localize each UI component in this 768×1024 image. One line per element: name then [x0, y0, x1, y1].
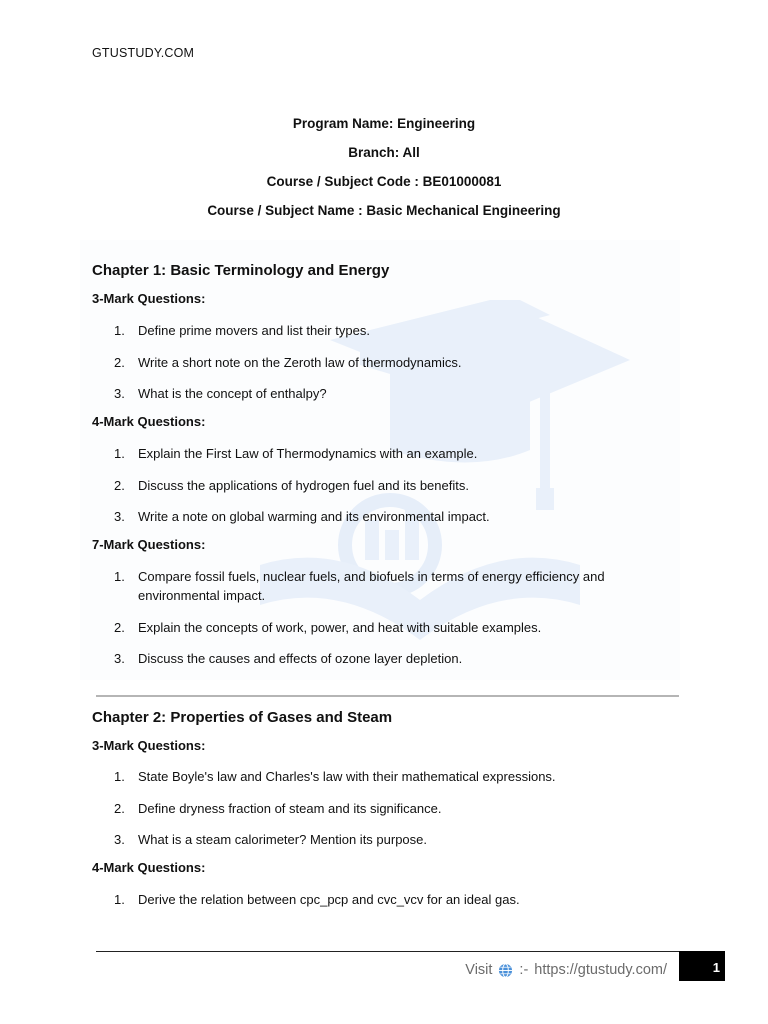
visit-label: Visit: [465, 962, 493, 978]
item-number: 2.: [114, 478, 125, 493]
chapter-title: Chapter 1: Basic Terminology and Energy: [92, 262, 390, 279]
footer-rule: [96, 951, 679, 952]
section-divider: [96, 695, 679, 697]
item-number: 1.: [114, 892, 125, 907]
question-text: Write a note on global warming and its environmental impact.: [138, 509, 490, 524]
section-heading: 4-Mark Questions:: [92, 414, 206, 429]
item-number: 2.: [114, 355, 125, 370]
course-meta: [0, 115, 768, 231]
separator: :-: [519, 962, 529, 978]
section-heading: 4-Mark Questions:: [92, 860, 206, 875]
question-text: Explain the First Law of Thermodynamics with an example.: [138, 446, 478, 461]
section-heading: 3-Mark Questions:: [92, 738, 206, 753]
item-number: 2.: [114, 620, 125, 635]
question-text: Define prime movers and list their types.: [138, 323, 370, 338]
branch: Branch: All: [348, 145, 420, 160]
site-header: GTUSTUDY.COM: [92, 46, 195, 60]
program-name: Program Name: Engineering: [292, 116, 476, 131]
chapter-title: Chapter 2: Properties of Gases and Steam: [92, 709, 393, 726]
subject-code: Course / Subject Code : BE01000081: [266, 174, 502, 189]
page-number: 1: [679, 951, 725, 981]
item-number: 3.: [114, 832, 125, 847]
question-text: Define dryness fraction of steam and its significance.: [138, 801, 442, 816]
item-number: 3.: [114, 651, 125, 666]
section-heading: 7-Mark Questions:: [92, 537, 206, 552]
question-text: Discuss the causes and effects of ozone layer depletion.: [138, 651, 463, 666]
item-number: 2.: [114, 801, 125, 816]
question-text: What is a steam calorimeter? Mention its purpose.: [138, 832, 428, 847]
globe-icon: [498, 963, 513, 978]
item-number: 3.: [114, 509, 125, 524]
subject-name: Course / Subject Name : Basic Mechanical Engineering: [207, 203, 561, 218]
question-text: What is the concept of enthalpy?: [138, 386, 327, 401]
question-text: Derive the relation between cpc_pcp and cvc_vcv for an ideal gas.: [138, 892, 520, 907]
section-heading: 3-Mark Questions:: [92, 291, 206, 306]
question-text: Write a short note on the Zeroth law of thermodynamics.: [138, 355, 462, 370]
site-url[interactable]: https://gtustudy.com/: [534, 962, 667, 978]
item-number: 1.: [114, 446, 125, 461]
footer-visit-link[interactable]: [465, 962, 667, 978]
item-number: 1.: [114, 323, 125, 338]
question-text: Explain the concepts of work, power, and heat with suitable examples.: [138, 620, 542, 635]
question-text: Compare fossil fuels, nuclear fuels, and biofuels in terms of energy efficiency and environmental impact.: [138, 569, 605, 603]
question-text: State Boyle's law and Charles's law with their mathematical expressions.: [138, 769, 556, 784]
item-number: 3.: [114, 386, 125, 401]
item-number: 1.: [114, 769, 125, 784]
question-text: Discuss the applications of hydrogen fuel and its benefits.: [138, 478, 469, 493]
item-number: 1.: [114, 569, 125, 584]
